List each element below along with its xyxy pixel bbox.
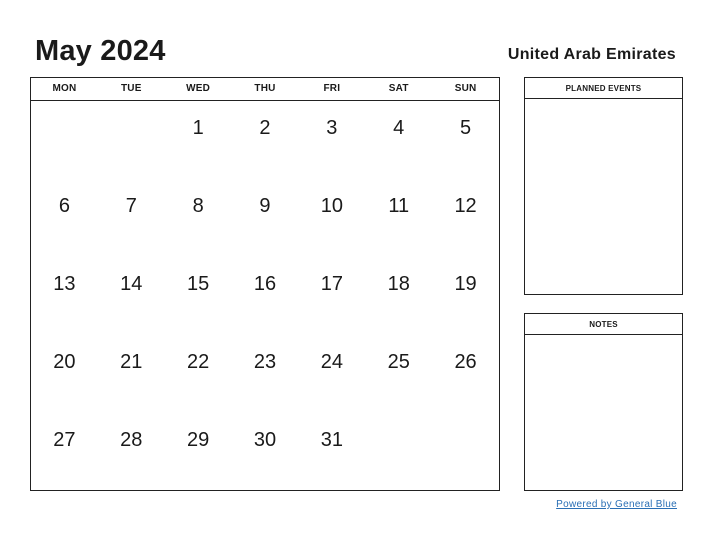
day-cell: 16: [253, 273, 277, 295]
day-cell: 31: [320, 429, 343, 451]
day-cell: 10: [320, 195, 343, 217]
weekday-label: SUN: [454, 83, 477, 94]
day-cell: 18: [387, 273, 410, 295]
weekday-label: THU: [254, 83, 276, 94]
weekday-label: TUE: [120, 83, 142, 94]
planned-events-heading: PLANNED EVENTS: [525, 78, 682, 99]
powered-by-link[interactable]: Powered by General Blue: [556, 499, 677, 510]
day-cell: [432, 413, 499, 491]
day-cell: 12: [454, 195, 477, 217]
day-cell: [31, 101, 98, 179]
weekday-label: FRI: [323, 83, 341, 94]
weekday-header-row: [31, 78, 499, 101]
day-cell: 11: [388, 195, 410, 217]
notes-heading: NOTES: [525, 314, 682, 335]
weekday-label: WED: [186, 83, 211, 94]
calendar-days: [31, 101, 499, 491]
calendar-title: May 2024: [35, 35, 166, 67]
day-cell: 21: [120, 351, 143, 373]
day-cell: 5: [460, 117, 472, 139]
day-cell: 22: [187, 351, 210, 373]
weekday-label: MON: [52, 83, 77, 94]
day-cell: 7: [125, 195, 137, 217]
day-cell: 17: [320, 273, 343, 295]
day-cell: 1: [192, 117, 204, 139]
day-cell: [365, 413, 432, 491]
day-cell: 30: [253, 429, 277, 451]
day-cell: 29: [187, 429, 210, 451]
day-cell: 15: [187, 273, 210, 295]
day-cell: 20: [53, 351, 76, 373]
planned-events-box: [524, 77, 683, 295]
month-calendar-grid: [30, 77, 500, 491]
day-cell: 28: [120, 429, 143, 451]
day-cell: 26: [454, 351, 477, 373]
day-cell: 2: [259, 117, 271, 139]
country-label: United Arab Emirates: [507, 46, 676, 63]
day-cell: 27: [53, 429, 76, 451]
day-cell: 13: [53, 273, 76, 295]
day-cell: 19: [454, 273, 477, 295]
day-cell: [98, 101, 165, 179]
day-cell: 25: [387, 351, 410, 373]
day-cell: 14: [120, 273, 143, 295]
weekday-label: SAT: [388, 83, 409, 94]
day-cell: 23: [253, 351, 277, 373]
day-cell: 4: [393, 117, 405, 139]
day-cell: 9: [259, 195, 271, 217]
notes-box: [524, 313, 683, 491]
day-cell: 3: [326, 117, 338, 139]
day-cell: 6: [58, 195, 70, 217]
day-cell: 24: [320, 351, 343, 373]
day-cell: 8: [192, 195, 204, 217]
